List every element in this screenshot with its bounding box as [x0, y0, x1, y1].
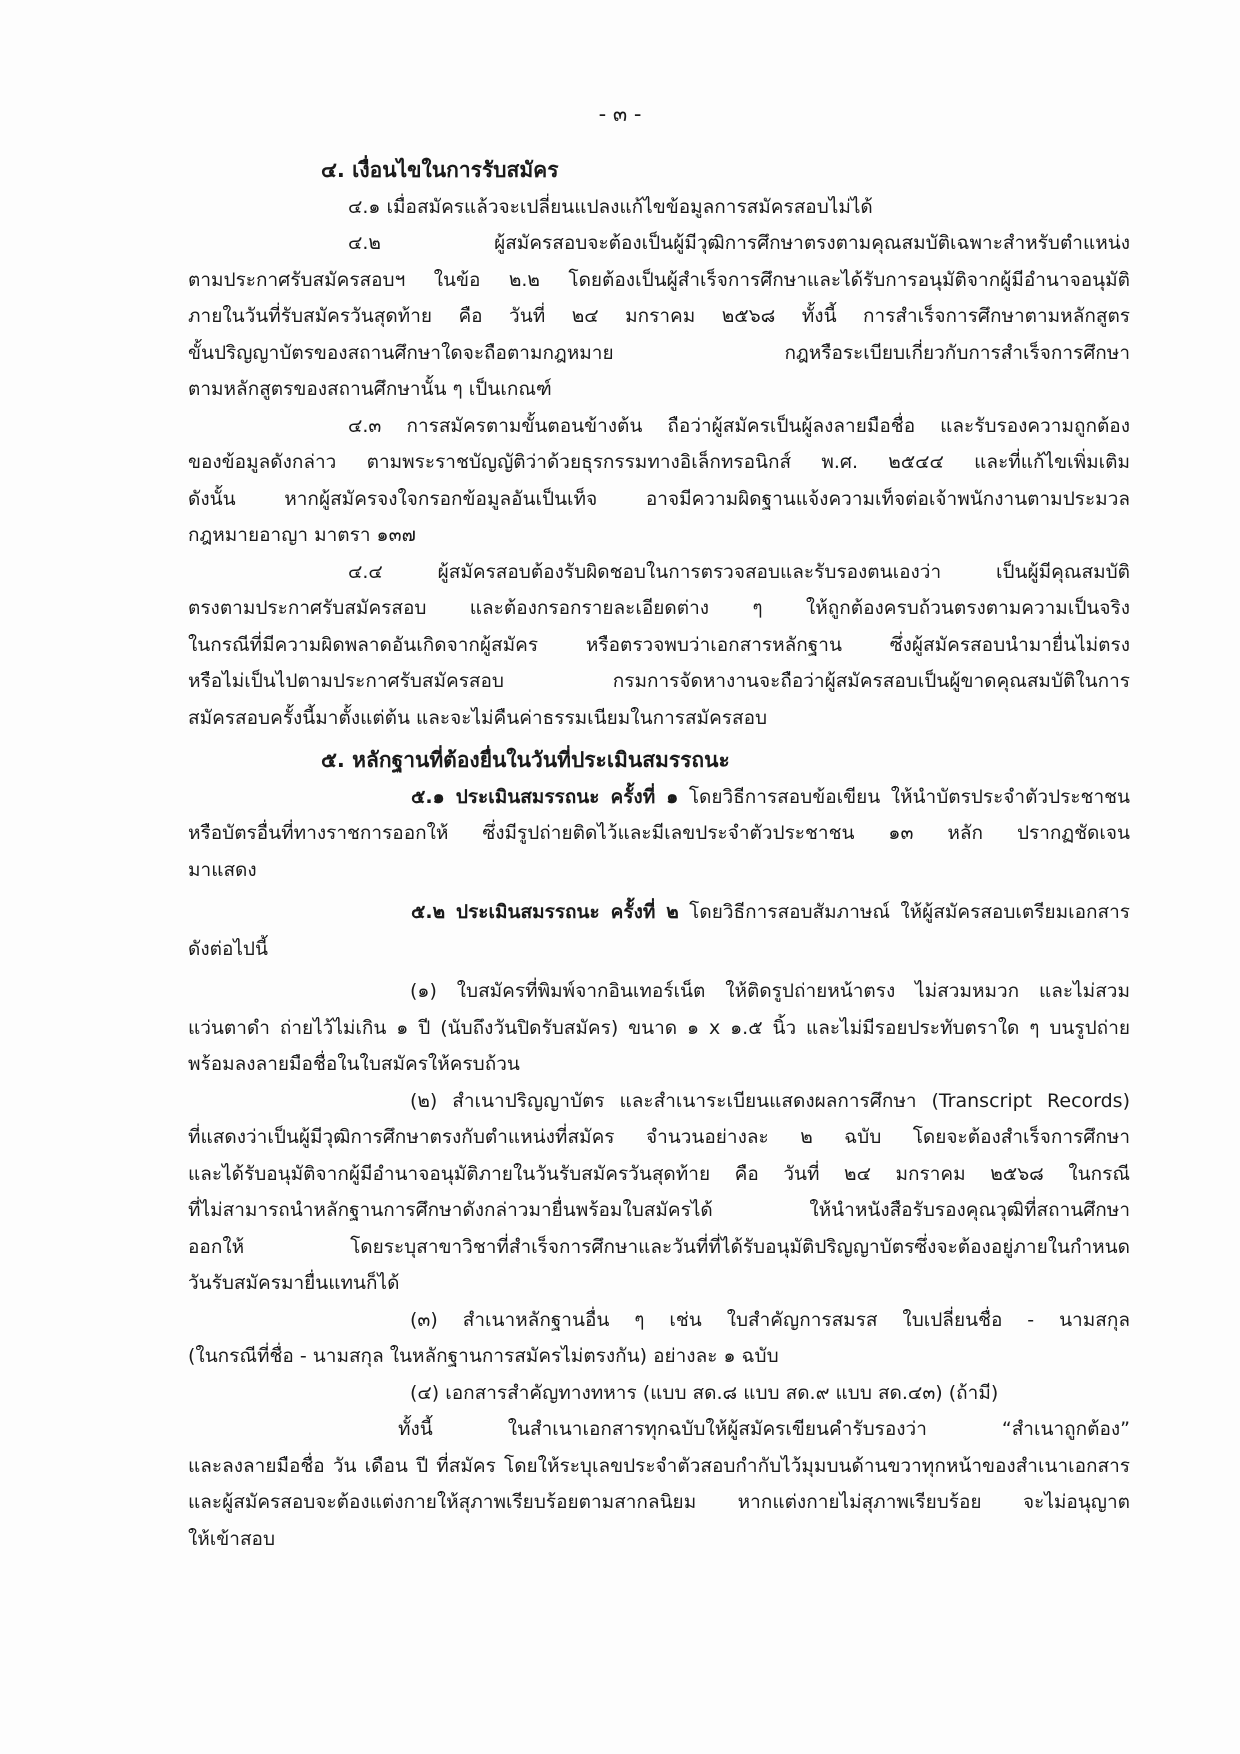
text-line	[188, 894, 1130, 931]
section-5-2-text: โดยวิธีการสอบสัมภาษณ์ ให้ผู้สมัครสอบเตรียมเอกสาร	[678, 901, 1130, 923]
text-line: ที่แสดงว่าเป็นผู้มีวุฒิการศึกษาตรงกับตำแหน่งที่สมัคร จำนวนอย่างละ ๒ ฉบับ โดยจะต้องสำเร็จการศึกษา	[188, 1126, 1130, 1148]
text-line: ๔.๔ ผู้สมัครสอบต้องรับผิดชอบในการตรวจสอบและรับรองตนเองว่า เป็นผู้มีคุณสมบัติ	[348, 560, 1130, 583]
text-line: มาแสดง	[188, 858, 257, 881]
text-line: กฎหมายอาญา มาตรา ๑๓๗	[188, 524, 416, 546]
text-line: ดังนั้น หากผู้สมัครจงใจกรอกข้อมูลอันเป็นเท็จ อาจมีความผิดฐานแจ้งความเท็จต่อเจ้าพนักงานตามประมวล	[188, 487, 1130, 510]
text-line: ออกให้ โดยระบุสาขาวิชาที่สำเร็จการศึกษาและวันที่ที่ได้รับอนุมัติปริญญาบัตรซึ่งจะต้องอยู่ภายในกำหนด	[188, 1235, 1130, 1258]
section-5-1-text: โดยวิธีการสอบข้อเขียน ให้นำบัตรประจำตัวประชาชน	[678, 785, 1130, 808]
text-line: ดังต่อไปนี้	[188, 937, 268, 960]
section-4-1: ๔.๑ เมื่อสมัครแล้วจะเปลี่ยนแปลงแก้ไขข้อมูลการสมัครสอบไม่ได้	[348, 195, 873, 218]
section-5-2	[188, 894, 1130, 967]
text-line: และผู้สมัครสอบจะต้องแต่งกายให้สุภาพเรียบร้อยตามสากลนิยม หากแต่งกายไม่สุภาพเรียบร้อย จะไม่อนุญาต	[188, 1491, 1130, 1513]
text-line: ภายในวันที่รับสมัครวันสุดท้าย คือ วันที่ ๒๔ มกราคม ๒๕๖๘ ทั้งนี้ การสำเร็จการศึกษาตามหลักสูตร	[188, 305, 1130, 327]
page-number: - ๓ -	[598, 102, 642, 126]
item-4: (๔) เอกสารสำคัญทางทหาร (แบบ สด.๘ แบบ สด.๙ แบบ สด.๔๓) (ถ้ามี)	[410, 1381, 999, 1404]
document-body	[188, 152, 1130, 1557]
text-line: (๓) สำเนาหลักฐานอื่น ๆ เช่น ใบสำคัญการสมรส ใบเปลี่ยนชื่อ - นามสกุล	[410, 1308, 1130, 1331]
item-2	[188, 1083, 1130, 1302]
text-line: (ในกรณีที่ชื่อ - นามสกุล ในหลักฐานการสมัครไม่ตรงกัน) อย่างละ ๑ ฉบับ	[188, 1345, 779, 1367]
text-line: หรือไม่เป็นไปตามประกาศรับสมัครสอบ กรมการจัดหางานจะถือว่าผู้สมัครสอบเป็นผู้ขาดคุณสมบัติในการ	[188, 670, 1130, 692]
text-line: หรือบัตรอื่นที่ทางราชการออกให้ ซึ่งมีรูปถ่ายติดไว้และมีเลขประจำตัวประชาชน ๑๓ หลัก ปรากฏชัดเจน	[188, 822, 1130, 844]
section-5-heading: ๕. หลักฐานที่ต้องยื่นในวันที่ประเมินสมรรถนะ	[321, 748, 730, 772]
item-3	[188, 1302, 1130, 1375]
section-5-2-title: ๕.๒ ประเมินสมรรถนะ ครั้งที่ ๒	[411, 901, 679, 923]
text-line: (๑) ใบสมัครที่พิมพ์จากอินเทอร์เน็ต ให้ติดรูปถ่ายหน้าตรง ไม่สวมหมวก และไม่สวม	[410, 980, 1130, 1002]
text-line: และลงลายมือชื่อ วัน เดือน ปี ที่สมัคร โดยให้ระบุเลขประจำตัวสอบกำกับไว้มุมบนด้านขวาทุกหน้าของสำเนาเอกสาร	[188, 1454, 1130, 1477]
section-4-3	[188, 408, 1130, 554]
text-line: ตรงตามประกาศรับสมัครสอบ และต้องกรอกรายละเอียดต่าง ๆ ให้ถูกต้องครบถ้วนตรงตามความเป็นจริง	[188, 597, 1130, 619]
note	[188, 1411, 1130, 1557]
text-line: ให้เข้าสอบ	[188, 1527, 276, 1550]
text-line: ขั้นปริญญาบัตรของสถานศึกษาใดจะถือตามกฎหมาย กฎหรือระเบียบเกี่ยวกับการสำเร็จการศึกษา	[188, 341, 1130, 364]
section-4-2	[188, 225, 1130, 408]
section-4-4	[188, 554, 1130, 737]
text-line: แว่นตาดำ ถ่ายไว้ไม่เกิน ๑ ปี (นับถึงวันปิดรับสมัคร) ขนาด ๑ x ๑.๕ นิ้ว และไม่มีรอยประทับตราใด ๆ บนรูปถ่าย	[188, 1016, 1130, 1039]
text-line: พร้อมลงลายมือชื่อในใบสมัครให้ครบถ้วน	[188, 1053, 520, 1075]
text-line: (๒) สำเนาปริญญาบัตร และสำเนาระเบียนแสดงผลการศึกษา (Transcript Records)	[410, 1089, 1130, 1112]
text-line: ตามหลักสูตรของสถานศึกษานั้น ๆ เป็นเกณฑ์	[188, 378, 552, 400]
text-line	[188, 779, 1130, 816]
section-5-1-title: ๕.๑ ประเมินสมรรถนะ ครั้งที่ ๑	[411, 785, 679, 808]
text-line: ๔.๓ การสมัครตามขั้นตอนข้างต้น ถือว่าผู้สมัครเป็นผู้ลงลายมือชื่อ และรับรองความถูกต้อง	[348, 414, 1130, 437]
text-line: วันรับสมัครมายื่นแทนก็ได้	[188, 1272, 400, 1294]
section-4-heading: ๔. เงื่อนไขในการรับสมัคร	[321, 158, 559, 182]
text-line: ทั้งนี้ ในสำเนาเอกสารทุกฉบับให้ผู้สมัครเขียนคำรับรองว่า “สำเนาถูกต้อง”	[398, 1418, 1130, 1440]
text-line: ของข้อมูลดังกล่าว ตามพระราชบัญญัติว่าด้วยธุรกรรมทางอิเล็กทรอนิกส์ พ.ศ. ๒๕๔๔ และที่แก้ไขเพิ่มเติม	[188, 451, 1130, 473]
text-line: สมัครสอบครั้งนี้มาตั้งแต่ต้น และจะไม่คืนค่าธรรมเนียมในการสมัครสอบ	[188, 706, 768, 729]
text-line: และได้รับอนุมัติจากผู้มีอำนาจอนุมัติภายในวันรับสมัครวันสุดท้าย คือ วันที่ ๒๔ มกราคม ๒๕๖๘ ในกรณี	[188, 1162, 1130, 1185]
item-1	[188, 973, 1130, 1083]
text-line: ๔.๒ ผู้สมัครสอบจะต้องเป็นผู้มีวุฒิการศึกษาตรงตามคุณสมบัติเฉพาะสำหรับตำแหน่ง	[348, 232, 1130, 254]
text-line: ในกรณีที่มีความผิดพลาดอันเกิดจากผู้สมัคร หรือตรวจพบว่าเอกสารหลักฐาน ซึ่งผู้สมัครสอบนำมายื่นไม่ตรง	[188, 633, 1130, 656]
text-line: ที่ไม่สามารถนำหลักฐานการศึกษาดังกล่าวมายื่นพร้อมใบสมัครได้ ให้นำหนังสือรับรองคุณวุฒิที่สถานศึกษา	[188, 1199, 1130, 1221]
section-5-1	[188, 779, 1130, 889]
text-line: ตามประกาศรับสมัครสอบฯ ในข้อ ๒.๒ โดยต้องเป็นผู้สำเร็จการศึกษาและได้รับการอนุมัติจากผู้มีอำนาจอนุมัติ	[188, 268, 1130, 291]
